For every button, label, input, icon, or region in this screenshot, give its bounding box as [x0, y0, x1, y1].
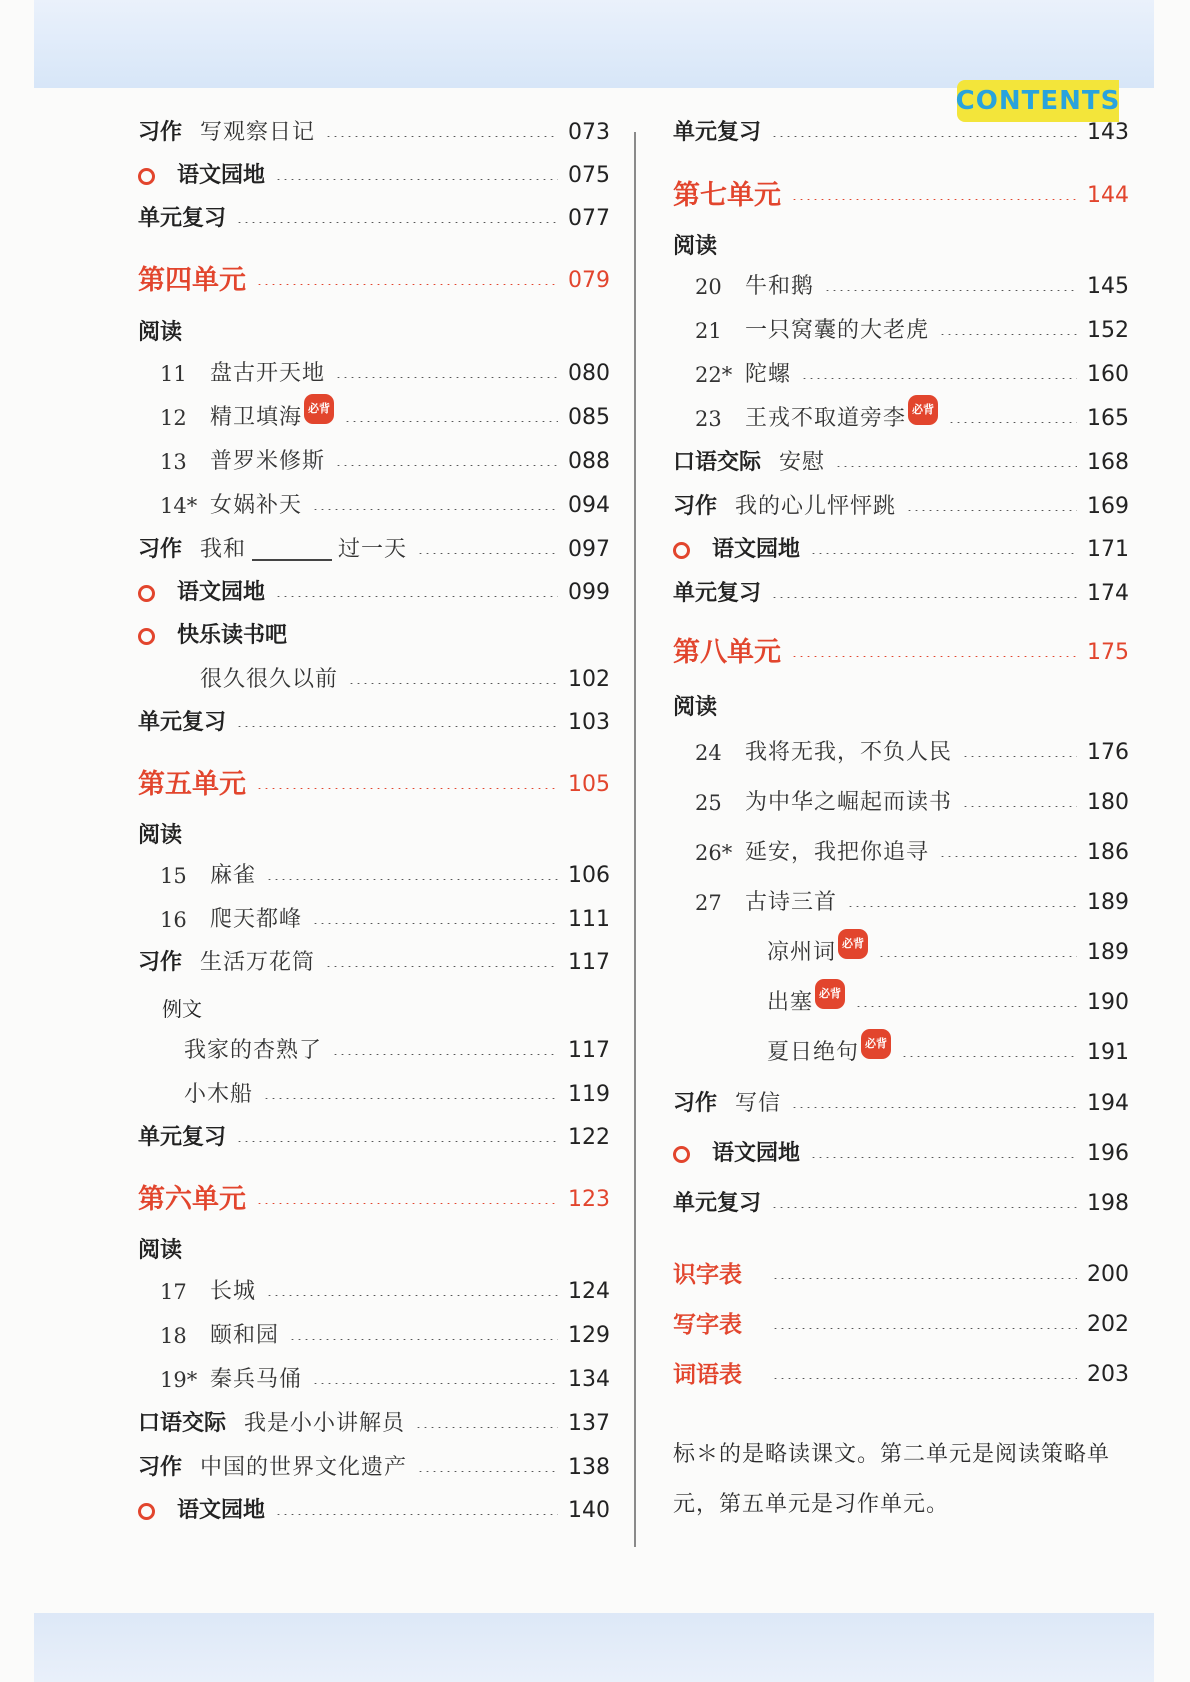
toc-entry[interactable] [138, 265, 610, 297]
dot-leader [771, 596, 1077, 598]
page-number: 200 [1087, 1262, 1129, 1287]
page-number: 202 [1087, 1312, 1129, 1337]
dot-leader [263, 1097, 558, 1099]
toc-entry[interactable] [695, 315, 1129, 347]
toc-entry[interactable] [160, 1320, 610, 1352]
fill-in-blank [252, 539, 332, 561]
page-number: 085 [568, 405, 610, 430]
dot-leader [275, 178, 558, 180]
entry-category: 习作 [138, 120, 183, 145]
entry-title: 单元复习 [138, 710, 227, 735]
page-number: 075 [568, 163, 610, 188]
lesson-title: 陀螺 [745, 362, 792, 387]
entry-title-tail: 过一天 [338, 537, 408, 562]
column-divider [634, 132, 636, 1547]
toc-entry[interactable] [673, 1259, 1129, 1291]
toc-entry[interactable] [673, 180, 1129, 212]
dot-leader [772, 1277, 1077, 1279]
dot-leader [801, 377, 1077, 379]
dot-leader [772, 1327, 1077, 1329]
must-recite-badge: 必背 [908, 395, 938, 425]
ring-bullet-icon [138, 628, 155, 645]
page-number: 191 [1087, 1040, 1129, 1065]
toc-entry[interactable] [673, 491, 1129, 523]
poem-title: 出塞 [767, 990, 814, 1015]
entry-title: 小木船 [184, 1082, 254, 1107]
section-heading: 阅读 [673, 234, 718, 259]
toc-entry[interactable] [138, 577, 610, 609]
section-heading: 阅读 [138, 1238, 183, 1263]
page-number: 137 [568, 1411, 610, 1436]
dot-leader [332, 1053, 558, 1055]
must-recite-badge: 必背 [838, 929, 868, 959]
page-number: 119 [568, 1082, 610, 1107]
dot-leader [325, 965, 558, 967]
lesson-title: 长城 [210, 1279, 257, 1304]
toc-entry[interactable] [695, 837, 1129, 869]
toc-entry[interactable] [138, 1184, 610, 1216]
toc-entry[interactable] [673, 447, 1129, 479]
page-number: 105 [568, 772, 610, 797]
page-number: 077 [568, 206, 610, 231]
page-number: 117 [568, 950, 610, 975]
toc-entry[interactable] [138, 160, 610, 192]
toc-entry[interactable] [673, 637, 1129, 669]
section-heading: 阅读 [138, 320, 183, 345]
page-number: 140 [568, 1498, 610, 1523]
dot-leader [275, 595, 558, 597]
toc-entry[interactable] [767, 1037, 1129, 1069]
toc-entry[interactable] [138, 620, 610, 652]
lesson-title: 王戎不取道旁李 [745, 406, 907, 431]
page-number: 123 [568, 1187, 610, 1212]
toc-entry[interactable] [673, 1188, 1129, 1220]
toc-entry[interactable] [673, 1309, 1129, 1341]
ring-bullet-icon [673, 542, 690, 559]
entry-title: 语文园地 [177, 1498, 266, 1523]
page-number: 073 [568, 120, 610, 145]
dot-leader [266, 878, 558, 880]
toc-entry[interactable] [673, 1359, 1129, 1391]
toc-entry[interactable] [160, 1364, 610, 1396]
toc-entry[interactable] [138, 534, 610, 566]
section-heading: 阅读 [673, 695, 718, 720]
lesson-title: 爬天都峰 [210, 907, 303, 932]
appendix-title: 写字表 [673, 1312, 742, 1338]
ring-bullet-icon [673, 1146, 690, 1163]
toc-entry[interactable] [695, 271, 1129, 303]
dot-leader [236, 725, 558, 727]
unit-title: 第七单元 [673, 180, 781, 211]
toc-entry[interactable] [160, 446, 610, 478]
entry-title: 安慰 [779, 450, 826, 475]
entry-category: 习作 [673, 1091, 718, 1116]
entry-title: 单元复习 [673, 1191, 762, 1216]
dot-leader [344, 420, 558, 422]
page-number: 168 [1087, 450, 1129, 475]
page-number: 144 [1087, 183, 1129, 208]
dot-leader [791, 1106, 1077, 1108]
dot-leader [417, 552, 558, 554]
page-number: 111 [568, 907, 610, 932]
page-number: 099 [568, 580, 610, 605]
must-recite-badge: 必背 [861, 1029, 891, 1059]
entry-title: 语文园地 [712, 537, 801, 562]
lesson-title: 女娲补天 [210, 493, 303, 518]
page-number: 203 [1087, 1362, 1129, 1387]
page-number: 138 [568, 1455, 610, 1480]
dot-leader [847, 905, 1077, 907]
lesson-title: 一只窝囊的大老虎 [745, 318, 930, 343]
toc-entry[interactable] [767, 937, 1129, 969]
dot-leader [312, 1382, 558, 1384]
page-number: 174 [1087, 581, 1129, 606]
lesson-title: 延安，我把你追寻 [745, 840, 930, 865]
must-recite-badge: 必背 [815, 979, 845, 1009]
dot-leader [948, 421, 1077, 423]
page-number: 102 [568, 667, 610, 692]
dot-leader [335, 376, 558, 378]
page-number: 124 [568, 1279, 610, 1304]
page-number: 122 [568, 1125, 610, 1150]
entry-title: 单元复习 [138, 206, 227, 231]
entry-category: 习作 [673, 494, 718, 519]
dot-leader [335, 464, 558, 466]
entry-title: 很久很久以前 [200, 667, 339, 692]
lesson-number: 12 [160, 406, 187, 430]
dot-leader [810, 1156, 1077, 1158]
toc-entry[interactable] [138, 707, 610, 739]
page-number: 097 [568, 537, 610, 562]
entry-title: 快乐读书吧 [177, 623, 288, 648]
lesson-number: 11 [160, 362, 187, 386]
dot-leader [771, 1206, 1077, 1208]
page-number: 176 [1087, 740, 1129, 765]
toc-entry[interactable] [138, 1495, 610, 1527]
dot-leader [791, 198, 1077, 200]
dot-leader [236, 221, 558, 223]
toc-entry[interactable] [138, 203, 610, 235]
toc-entry[interactable] [160, 358, 610, 390]
dot-leader [415, 1426, 558, 1428]
dot-leader [901, 1055, 1077, 1057]
must-recite-badge: 必背 [304, 394, 334, 424]
lesson-number: 22* [695, 363, 733, 387]
dot-leader [266, 1294, 558, 1296]
lesson-title: 为中华之崛起而读书 [745, 790, 953, 815]
toc-entry[interactable] [673, 1138, 1129, 1170]
lesson-number: 25 [695, 791, 722, 815]
page-number: 094 [568, 493, 610, 518]
dot-leader [256, 283, 558, 285]
page-number: 103 [568, 710, 610, 735]
dot-leader [939, 333, 1077, 335]
entry-title: 单元复习 [673, 581, 762, 606]
dot-leader [275, 1513, 558, 1515]
page-number: 145 [1087, 274, 1129, 299]
top-decorative-band [34, 0, 1154, 88]
footnote: 标＊的是略读课文。第二单元是阅读策略单元，第五单元是习作单元。 [673, 1442, 1111, 1517]
toc-entry[interactable] [184, 1035, 610, 1067]
dot-leader [810, 552, 1077, 554]
lesson-title: 颐和园 [210, 1323, 280, 1348]
dot-leader [771, 135, 1077, 137]
page-number: 079 [568, 268, 610, 293]
toc-entry[interactable] [138, 947, 610, 979]
lesson-title: 麻雀 [210, 863, 257, 888]
page-number: 171 [1087, 537, 1129, 562]
dot-leader [878, 955, 1077, 957]
toc-entry[interactable] [160, 402, 610, 434]
dot-leader [312, 508, 558, 510]
entry-title: 语文园地 [177, 580, 266, 605]
entry-category: 口语交际 [138, 1411, 227, 1436]
dot-leader [256, 1202, 558, 1204]
page-number: 160 [1087, 362, 1129, 387]
toc-entry[interactable] [767, 987, 1129, 1019]
ring-bullet-icon [138, 585, 155, 602]
entry-title: 我家的杏熟了 [184, 1038, 323, 1063]
page-number: 152 [1087, 318, 1129, 343]
lesson-title: 牛和鹅 [745, 274, 815, 299]
dot-leader [906, 509, 1077, 511]
page-number: 080 [568, 361, 610, 386]
entry-title: 我和 [200, 537, 247, 562]
ring-bullet-icon [138, 168, 155, 185]
lesson-number: 21 [695, 319, 722, 343]
lesson-number: 17 [160, 1280, 187, 1304]
page-number: 190 [1087, 990, 1129, 1015]
page-number: 189 [1087, 940, 1129, 965]
toc-entry[interactable] [160, 904, 610, 936]
poem-title: 凉州词 [767, 940, 837, 965]
unit-title: 第六单元 [138, 1184, 246, 1215]
dot-leader [417, 1470, 558, 1472]
unit-title: 第五单元 [138, 769, 246, 800]
contents-badge: CONTENTS [957, 80, 1119, 122]
page-number: 194 [1087, 1091, 1129, 1116]
lesson-title: 普罗米修斯 [210, 449, 326, 474]
example-label: 例文 [162, 997, 202, 1021]
entry-title: 中国的世界文化遗产 [200, 1455, 408, 1480]
page-number: 117 [568, 1038, 610, 1063]
dot-leader [348, 682, 558, 684]
appendix-title: 识字表 [673, 1262, 742, 1288]
lesson-title: 盘古开天地 [210, 361, 326, 386]
toc-entry[interactable] [695, 887, 1129, 919]
entry-title: 我是小小讲解员 [244, 1411, 406, 1436]
toc-entry[interactable] [138, 1452, 610, 1484]
bottom-decorative-band [34, 1613, 1154, 1682]
toc-entry[interactable] [695, 359, 1129, 391]
page-number: 106 [568, 863, 610, 888]
toc-entry[interactable] [695, 737, 1129, 769]
dot-leader [835, 465, 1077, 467]
entry-title: 单元复习 [138, 1125, 227, 1150]
lesson-number: 23 [695, 407, 722, 431]
toc-entry[interactable] [160, 1276, 610, 1308]
lesson-number: 26* [695, 841, 733, 865]
entry-title: 写信 [735, 1091, 782, 1116]
poem-title: 夏日绝句 [767, 1040, 860, 1065]
page-number: 198 [1087, 1191, 1129, 1216]
dot-leader [824, 289, 1077, 291]
lesson-number: 16 [160, 908, 187, 932]
lesson-number: 15 [160, 864, 187, 888]
page-number: 134 [568, 1367, 610, 1392]
page-number: 180 [1087, 790, 1129, 815]
dot-leader [325, 135, 558, 137]
toc-entry[interactable] [695, 403, 1129, 435]
entry-title: 语文园地 [177, 163, 266, 188]
toc-entry[interactable] [673, 1088, 1129, 1120]
entry-title: 生活万花筒 [200, 950, 316, 975]
toc-entry[interactable] [200, 664, 610, 696]
dot-leader [939, 855, 1077, 857]
lesson-title: 秦兵马俑 [210, 1367, 303, 1392]
dot-leader [236, 1140, 558, 1142]
toc-entry[interactable] [138, 117, 610, 149]
lesson-number: 20 [695, 275, 722, 299]
entry-category: 习作 [138, 537, 183, 562]
lesson-number: 18 [160, 1324, 187, 1348]
entry-title: 单元复习 [673, 120, 762, 145]
entry-category: 口语交际 [673, 450, 762, 475]
toc-entry[interactable] [673, 578, 1129, 610]
lesson-title: 我将无我，不负人民 [745, 740, 953, 765]
dot-leader [855, 1005, 1077, 1007]
unit-title: 第八单元 [673, 637, 781, 668]
toc-entry[interactable] [138, 1122, 610, 1154]
dot-leader [289, 1338, 558, 1340]
page-number: 169 [1087, 494, 1129, 519]
page-number: 189 [1087, 890, 1129, 915]
entry-category: 习作 [138, 1455, 183, 1480]
toc-entry[interactable] [160, 860, 610, 892]
entry-title: 写观察日记 [200, 120, 316, 145]
page-number: 143 [1087, 120, 1129, 145]
toc-entry[interactable] [673, 117, 1129, 149]
dot-leader [962, 755, 1077, 757]
dot-leader [791, 655, 1077, 657]
appendix-title: 词语表 [673, 1362, 742, 1388]
page-number: 165 [1087, 406, 1129, 431]
page-number: 088 [568, 449, 610, 474]
unit-title: 第四单元 [138, 265, 246, 296]
lesson-number: 13 [160, 450, 187, 474]
toc-entry[interactable] [184, 1079, 610, 1111]
lesson-number: 24 [695, 741, 722, 765]
ring-bullet-icon [138, 1503, 155, 1520]
dot-leader [962, 805, 1077, 807]
toc-entry[interactable] [138, 769, 610, 801]
lesson-title: 精卫填海 [210, 405, 303, 430]
section-heading: 阅读 [138, 823, 183, 848]
lesson-number: 19* [160, 1368, 198, 1392]
dot-leader [312, 922, 558, 924]
entry-category: 习作 [138, 950, 183, 975]
page-number: 196 [1087, 1141, 1129, 1166]
dot-leader [772, 1377, 1077, 1379]
page-number: 175 [1087, 640, 1129, 665]
lesson-number: 27 [695, 891, 722, 915]
dot-leader [256, 787, 558, 789]
lesson-title: 古诗三首 [745, 890, 838, 915]
toc-entry[interactable] [695, 787, 1129, 819]
entry-title: 我的心儿怦怦跳 [735, 494, 897, 519]
lesson-number: 14* [160, 494, 198, 518]
toc-entry[interactable] [160, 490, 610, 522]
toc-entry[interactable] [673, 534, 1129, 566]
page-number: 186 [1087, 840, 1129, 865]
toc-entry[interactable] [138, 1408, 610, 1440]
page-number: 129 [568, 1323, 610, 1348]
entry-title: 语文园地 [712, 1141, 801, 1166]
